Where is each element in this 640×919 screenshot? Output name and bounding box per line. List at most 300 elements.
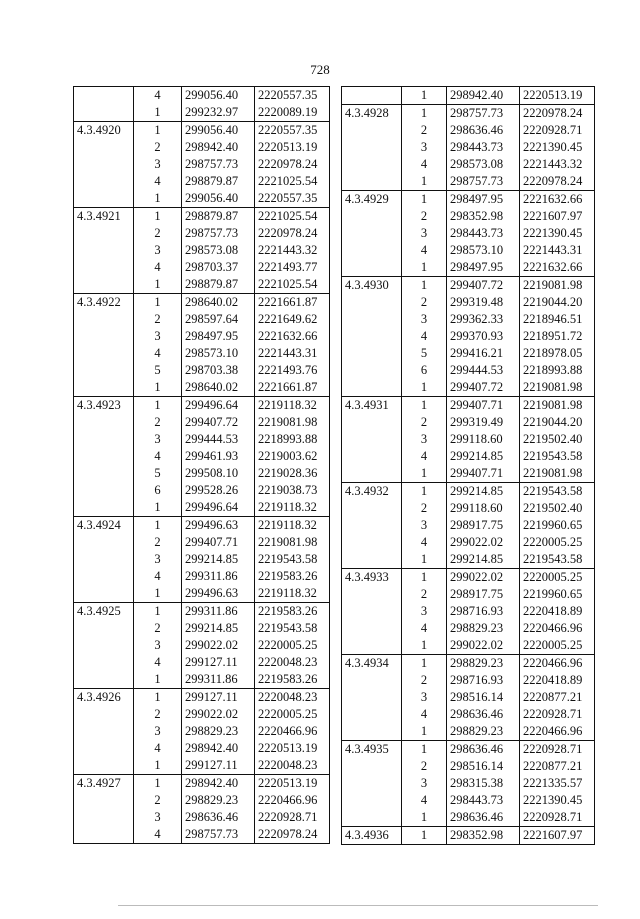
y-coordinate-cell: 2220557.35: [255, 87, 330, 105]
parcel-id-cell: [74, 190, 134, 208]
table-row: [342, 689, 595, 706]
parcel-id-cell: [342, 620, 402, 637]
parcel-id-cell: 4.3.4934: [342, 655, 402, 673]
point-number-cell: 2: [134, 534, 182, 551]
parcel-id-cell: [74, 345, 134, 362]
x-coordinate-cell: 298829.23: [447, 723, 520, 741]
point-number-cell: 5: [402, 345, 447, 362]
y-coordinate-cell: 2221661.87: [255, 379, 330, 397]
parcel-id-cell: 4.3.4933: [342, 569, 402, 587]
parcel-id-cell: [342, 379, 402, 397]
y-coordinate-cell: 2220978.24: [520, 105, 595, 123]
x-coordinate-cell: 298757.73: [182, 225, 255, 242]
x-coordinate-cell: 299508.10: [182, 465, 255, 482]
x-coordinate-cell: 298573.10: [182, 345, 255, 362]
y-coordinate-cell: 2219543.58: [255, 620, 330, 637]
table-row: [342, 637, 595, 655]
point-number-cell: 3: [134, 242, 182, 259]
y-coordinate-cell: 2219028.36: [255, 465, 330, 482]
parcel-id-cell: [74, 671, 134, 689]
x-coordinate-cell: 298879.87: [182, 208, 255, 226]
y-coordinate-cell: 2219081.98: [520, 277, 595, 295]
x-coordinate-cell: 299311.86: [182, 603, 255, 621]
y-coordinate-cell: 2220005.25: [520, 569, 595, 587]
point-number-cell: 3: [134, 723, 182, 740]
table-row: [342, 328, 595, 345]
y-coordinate-cell: 2219003.62: [255, 448, 330, 465]
table-row: [74, 654, 330, 671]
parcel-id-cell: [342, 637, 402, 655]
point-number-cell: 1: [402, 465, 447, 483]
y-coordinate-cell: 2218951.72: [520, 328, 595, 345]
point-number-cell: 1: [402, 277, 447, 295]
table-row: [74, 122, 330, 140]
parcel-id-cell: [74, 414, 134, 431]
x-coordinate-cell: 298497.95: [447, 191, 520, 209]
parcel-id-cell: [74, 431, 134, 448]
point-number-cell: 3: [134, 809, 182, 826]
table-row: [342, 551, 595, 569]
table-row: [342, 156, 595, 173]
y-coordinate-cell: 2220557.35: [255, 190, 330, 208]
table-row: [74, 620, 330, 637]
table-row: [342, 105, 595, 123]
x-coordinate-cell: 298636.46: [447, 706, 520, 723]
table-row: [342, 827, 595, 845]
table-row: [342, 448, 595, 465]
point-number-cell: 1: [134, 499, 182, 517]
table-row: [342, 483, 595, 501]
table-row: [74, 225, 330, 242]
table-row: [74, 757, 330, 775]
x-coordinate-cell: 298443.73: [447, 792, 520, 809]
x-coordinate-cell: 299022.02: [447, 534, 520, 551]
point-number-cell: 1: [134, 603, 182, 621]
y-coordinate-cell: 2220466.96: [520, 655, 595, 673]
point-number-cell: 1: [134, 208, 182, 226]
parcel-id-cell: [74, 465, 134, 482]
x-coordinate-cell: 298640.02: [182, 294, 255, 312]
x-coordinate-cell: 299407.72: [182, 414, 255, 431]
parcel-id-cell: 4.3.4930: [342, 277, 402, 295]
y-coordinate-cell: 2219118.32: [255, 397, 330, 415]
x-coordinate-cell: 299407.71: [447, 397, 520, 415]
parcel-id-cell: [342, 500, 402, 517]
y-coordinate-cell: 2219960.65: [520, 586, 595, 603]
x-coordinate-cell: 299528.26: [182, 482, 255, 499]
y-coordinate-cell: 2219081.98: [255, 534, 330, 551]
x-coordinate-cell: 298640.02: [182, 379, 255, 397]
point-number-cell: 3: [134, 328, 182, 345]
point-number-cell: 1: [402, 551, 447, 569]
table-row: [74, 259, 330, 276]
y-coordinate-cell: 2220005.25: [255, 706, 330, 723]
point-number-cell: 3: [134, 431, 182, 448]
parcel-id-cell: [342, 672, 402, 689]
y-coordinate-cell: 2220978.24: [520, 173, 595, 191]
parcel-id-cell: [74, 379, 134, 397]
point-number-cell: 1: [402, 379, 447, 397]
point-number-cell: 4: [402, 706, 447, 723]
x-coordinate-cell: 298879.87: [182, 173, 255, 190]
point-number-cell: 2: [402, 294, 447, 311]
parcel-id-cell: [342, 586, 402, 603]
x-coordinate-cell: 298443.73: [447, 225, 520, 242]
page-number: 728: [310, 62, 330, 77]
y-coordinate-cell: 2219038.73: [255, 482, 330, 499]
parcel-id-cell: [74, 706, 134, 723]
parcel-id-cell: 4.3.4921: [74, 208, 134, 226]
x-coordinate-cell: 299056.40: [182, 190, 255, 208]
table-row: [74, 499, 330, 517]
point-number-cell: 4: [134, 740, 182, 757]
x-coordinate-cell: 298829.23: [182, 792, 255, 809]
table-row: [74, 276, 330, 294]
y-coordinate-cell: 2221025.54: [255, 173, 330, 190]
table-row: [74, 414, 330, 431]
point-number-cell: 1: [402, 723, 447, 741]
y-coordinate-cell: 2220466.96: [255, 792, 330, 809]
table-row: [342, 706, 595, 723]
parcel-id-cell: [342, 294, 402, 311]
y-coordinate-cell: 2220048.23: [255, 654, 330, 671]
x-coordinate-cell: 299319.49: [447, 414, 520, 431]
parcel-id-cell: [74, 362, 134, 379]
y-coordinate-cell: 2220005.25: [255, 637, 330, 654]
point-number-cell: 2: [402, 414, 447, 431]
y-coordinate-cell: 2221607.97: [520, 208, 595, 225]
table-row: [342, 672, 595, 689]
point-number-cell: 1: [134, 671, 182, 689]
y-coordinate-cell: 2220978.24: [255, 225, 330, 242]
parcel-id-cell: [342, 551, 402, 569]
point-number-cell: 4: [134, 568, 182, 585]
table-row: [74, 792, 330, 809]
x-coordinate-cell: 299461.93: [182, 448, 255, 465]
table-row: [342, 379, 595, 397]
x-coordinate-cell: 299214.85: [447, 448, 520, 465]
coordinates-table-right: [341, 86, 595, 845]
y-coordinate-cell: 2219081.98: [520, 379, 595, 397]
point-number-cell: 1: [402, 105, 447, 123]
x-coordinate-cell: 299407.71: [447, 465, 520, 483]
table-row: [342, 345, 595, 362]
y-coordinate-cell: 2220466.96: [520, 723, 595, 741]
point-number-cell: 4: [134, 826, 182, 844]
point-number-cell: 4: [134, 448, 182, 465]
parcel-id-cell: 4.3.4927: [74, 775, 134, 793]
point-number-cell: 4: [402, 156, 447, 173]
y-coordinate-cell: 2219044.20: [520, 294, 595, 311]
parcel-id-cell: [74, 826, 134, 844]
x-coordinate-cell: 299127.11: [182, 654, 255, 671]
table-row: [342, 723, 595, 741]
table-row: [342, 397, 595, 415]
y-coordinate-cell: 2220089.19: [255, 104, 330, 122]
y-coordinate-cell: 2221390.45: [520, 792, 595, 809]
x-coordinate-cell: 299496.63: [182, 517, 255, 535]
table-row: [342, 586, 595, 603]
table-row: [342, 139, 595, 156]
point-number-cell: 1: [402, 637, 447, 655]
parcel-id-cell: 4.3.4931: [342, 397, 402, 415]
table-row: [74, 551, 330, 568]
point-number-cell: 1: [134, 689, 182, 707]
parcel-id-cell: [342, 706, 402, 723]
x-coordinate-cell: 299496.64: [182, 499, 255, 517]
point-number-cell: 2: [402, 758, 447, 775]
point-number-cell: 1: [402, 741, 447, 759]
table-row: [74, 397, 330, 415]
x-coordinate-cell: 298879.87: [182, 276, 255, 294]
parcel-id-cell: [74, 276, 134, 294]
parcel-id-cell: [74, 809, 134, 826]
y-coordinate-cell: 2219118.32: [255, 585, 330, 603]
parcel-id-cell: [74, 173, 134, 190]
y-coordinate-cell: 2220048.23: [255, 689, 330, 707]
x-coordinate-cell: 299496.64: [182, 397, 255, 415]
table-row: [342, 208, 595, 225]
x-coordinate-cell: 298829.23: [182, 723, 255, 740]
table-row: [342, 569, 595, 587]
table-row: [74, 190, 330, 208]
x-coordinate-cell: 298829.23: [447, 620, 520, 637]
point-number-cell: 1: [134, 379, 182, 397]
x-coordinate-cell: 299311.86: [182, 568, 255, 585]
x-coordinate-cell: 299022.02: [447, 637, 520, 655]
y-coordinate-cell: 2220513.19: [520, 87, 595, 105]
table-row: [342, 465, 595, 483]
y-coordinate-cell: 2219118.32: [255, 499, 330, 517]
x-coordinate-cell: 299496.63: [182, 585, 255, 603]
x-coordinate-cell: 299407.72: [447, 277, 520, 295]
table-row: [74, 104, 330, 122]
y-coordinate-cell: 2221632.66: [520, 259, 595, 277]
table-row: [74, 826, 330, 844]
y-coordinate-cell: 2220928.71: [520, 741, 595, 759]
y-coordinate-cell: 2220005.25: [520, 534, 595, 551]
point-number-cell: 1: [402, 569, 447, 587]
y-coordinate-cell: 2221493.76: [255, 362, 330, 379]
y-coordinate-cell: 2219543.58: [255, 551, 330, 568]
table-row: [342, 362, 595, 379]
table-row: [342, 122, 595, 139]
parcel-id-cell: [74, 757, 134, 775]
y-coordinate-cell: 2220928.71: [520, 809, 595, 827]
point-number-cell: 1: [402, 483, 447, 501]
point-number-cell: 1: [134, 190, 182, 208]
y-coordinate-cell: 2219543.58: [520, 448, 595, 465]
parcel-id-cell: [342, 809, 402, 827]
parcel-id-cell: [342, 517, 402, 534]
parcel-id-cell: [342, 173, 402, 191]
parcel-id-cell: [342, 259, 402, 277]
y-coordinate-cell: 2220513.19: [255, 139, 330, 156]
y-coordinate-cell: 2221443.31: [520, 242, 595, 259]
parcel-id-cell: [74, 139, 134, 156]
table-row: [342, 225, 595, 242]
point-number-cell: 4: [134, 259, 182, 276]
point-number-cell: 1: [134, 775, 182, 793]
y-coordinate-cell: 2220928.71: [520, 706, 595, 723]
parcel-id-cell: [342, 311, 402, 328]
x-coordinate-cell: 298703.38: [182, 362, 255, 379]
point-number-cell: 2: [402, 208, 447, 225]
x-coordinate-cell: 298716.93: [447, 672, 520, 689]
table-row: [342, 242, 595, 259]
parcel-id-cell: [342, 414, 402, 431]
table-row: [74, 87, 330, 105]
table-row: [74, 139, 330, 156]
x-coordinate-cell: 299319.48: [447, 294, 520, 311]
y-coordinate-cell: 2221335.57: [520, 775, 595, 792]
point-number-cell: 6: [134, 482, 182, 499]
x-coordinate-cell: 298917.75: [447, 517, 520, 534]
y-coordinate-cell: 2219502.40: [520, 500, 595, 517]
parcel-id-cell: [342, 431, 402, 448]
y-coordinate-cell: 2221390.45: [520, 225, 595, 242]
x-coordinate-cell: 299127.11: [182, 689, 255, 707]
table-row: [342, 277, 595, 295]
point-number-cell: 4: [134, 654, 182, 671]
y-coordinate-cell: 2219583.26: [255, 568, 330, 585]
parcel-id-cell: [342, 448, 402, 465]
x-coordinate-cell: 298497.95: [447, 259, 520, 277]
point-number-cell: 2: [134, 706, 182, 723]
parcel-id-cell: [74, 156, 134, 173]
x-coordinate-cell: 299118.60: [447, 500, 520, 517]
parcel-id-cell: 4.3.4932: [342, 483, 402, 501]
parcel-id-cell: [342, 242, 402, 259]
parcel-id-cell: 4.3.4926: [74, 689, 134, 707]
table-row: [342, 87, 595, 105]
x-coordinate-cell: 299370.93: [447, 328, 520, 345]
y-coordinate-cell: 2220418.89: [520, 603, 595, 620]
y-coordinate-cell: 2218993.88: [255, 431, 330, 448]
x-coordinate-cell: 299022.02: [182, 706, 255, 723]
parcel-id-cell: [74, 259, 134, 276]
parcel-id-cell: [74, 637, 134, 654]
parcel-id-cell: [342, 225, 402, 242]
x-coordinate-cell: 298757.73: [182, 826, 255, 844]
x-coordinate-cell: 298942.40: [182, 139, 255, 156]
x-coordinate-cell: 299444.53: [182, 431, 255, 448]
point-number-cell: 2: [402, 500, 447, 517]
y-coordinate-cell: 2219543.58: [520, 483, 595, 501]
point-number-cell: 1: [402, 87, 447, 105]
x-coordinate-cell: 299444.53: [447, 362, 520, 379]
table-row: [342, 517, 595, 534]
point-number-cell: 3: [134, 637, 182, 654]
y-coordinate-cell: 2219081.98: [255, 414, 330, 431]
x-coordinate-cell: 299056.40: [182, 122, 255, 140]
y-coordinate-cell: 2220978.24: [255, 826, 330, 844]
point-number-cell: 5: [134, 465, 182, 482]
y-coordinate-cell: 2220928.71: [255, 809, 330, 826]
table-row: [74, 603, 330, 621]
x-coordinate-cell: 298497.95: [182, 328, 255, 345]
y-coordinate-cell: 2221632.66: [255, 328, 330, 345]
x-coordinate-cell: 298917.75: [447, 586, 520, 603]
parcel-id-cell: [342, 345, 402, 362]
point-number-cell: 2: [134, 414, 182, 431]
x-coordinate-cell: 298636.46: [182, 809, 255, 826]
x-coordinate-cell: 298573.08: [447, 156, 520, 173]
point-number-cell: 1: [402, 655, 447, 673]
parcel-id-cell: [74, 87, 134, 105]
parcel-id-cell: [74, 723, 134, 740]
point-number-cell: 3: [402, 775, 447, 792]
point-number-cell: 1: [402, 809, 447, 827]
x-coordinate-cell: 299022.02: [447, 569, 520, 587]
parcel-id-cell: 4.3.4920: [74, 122, 134, 140]
table-row: [74, 775, 330, 793]
x-coordinate-cell: 298352.98: [447, 208, 520, 225]
table-row: [74, 345, 330, 362]
x-coordinate-cell: 298636.46: [447, 809, 520, 827]
parcel-id-cell: 4.3.4935: [342, 741, 402, 759]
parcel-id-cell: [74, 242, 134, 259]
point-number-cell: 4: [402, 328, 447, 345]
x-coordinate-cell: 298757.73: [182, 156, 255, 173]
point-number-cell: 3: [402, 431, 447, 448]
y-coordinate-cell: 2221025.54: [255, 276, 330, 294]
parcel-id-cell: [74, 448, 134, 465]
parcel-id-cell: [74, 740, 134, 757]
table-row: [342, 775, 595, 792]
y-coordinate-cell: 2221661.87: [255, 294, 330, 312]
parcel-id-cell: [74, 311, 134, 328]
parcel-id-cell: [342, 362, 402, 379]
table-row: [342, 792, 595, 809]
table-row: [74, 362, 330, 379]
point-number-cell: 5: [134, 362, 182, 379]
table-row: [342, 311, 595, 328]
x-coordinate-cell: 298636.46: [447, 122, 520, 139]
x-coordinate-cell: 299416.21: [447, 345, 520, 362]
table-row: [342, 620, 595, 637]
table-row: [74, 585, 330, 603]
point-number-cell: 4: [402, 448, 447, 465]
point-number-cell: 4: [402, 242, 447, 259]
y-coordinate-cell: 2219081.98: [520, 465, 595, 483]
y-coordinate-cell: 2221443.32: [255, 242, 330, 259]
point-number-cell: 4: [134, 173, 182, 190]
parcel-id-cell: 4.3.4924: [74, 517, 134, 535]
table-row: [342, 414, 595, 431]
y-coordinate-cell: 2220877.21: [520, 689, 595, 706]
table-row: [74, 311, 330, 328]
point-number-cell: 2: [134, 311, 182, 328]
table-row: [74, 173, 330, 190]
table-row: [74, 208, 330, 226]
y-coordinate-cell: 2220928.71: [520, 122, 595, 139]
y-coordinate-cell: 2218978.05: [520, 345, 595, 362]
x-coordinate-cell: 298636.46: [447, 741, 520, 759]
table-row: [342, 191, 595, 209]
y-coordinate-cell: 2221443.32: [520, 156, 595, 173]
y-coordinate-cell: 2220557.35: [255, 122, 330, 140]
table-row: [74, 568, 330, 585]
x-coordinate-cell: 299056.40: [182, 87, 255, 105]
table-row: [342, 741, 595, 759]
parcel-id-cell: [342, 723, 402, 741]
point-number-cell: 2: [134, 225, 182, 242]
x-coordinate-cell: 299232.97: [182, 104, 255, 122]
point-number-cell: 1: [134, 757, 182, 775]
x-coordinate-cell: 299214.85: [182, 551, 255, 568]
parcel-id-cell: 4.3.4922: [74, 294, 134, 312]
